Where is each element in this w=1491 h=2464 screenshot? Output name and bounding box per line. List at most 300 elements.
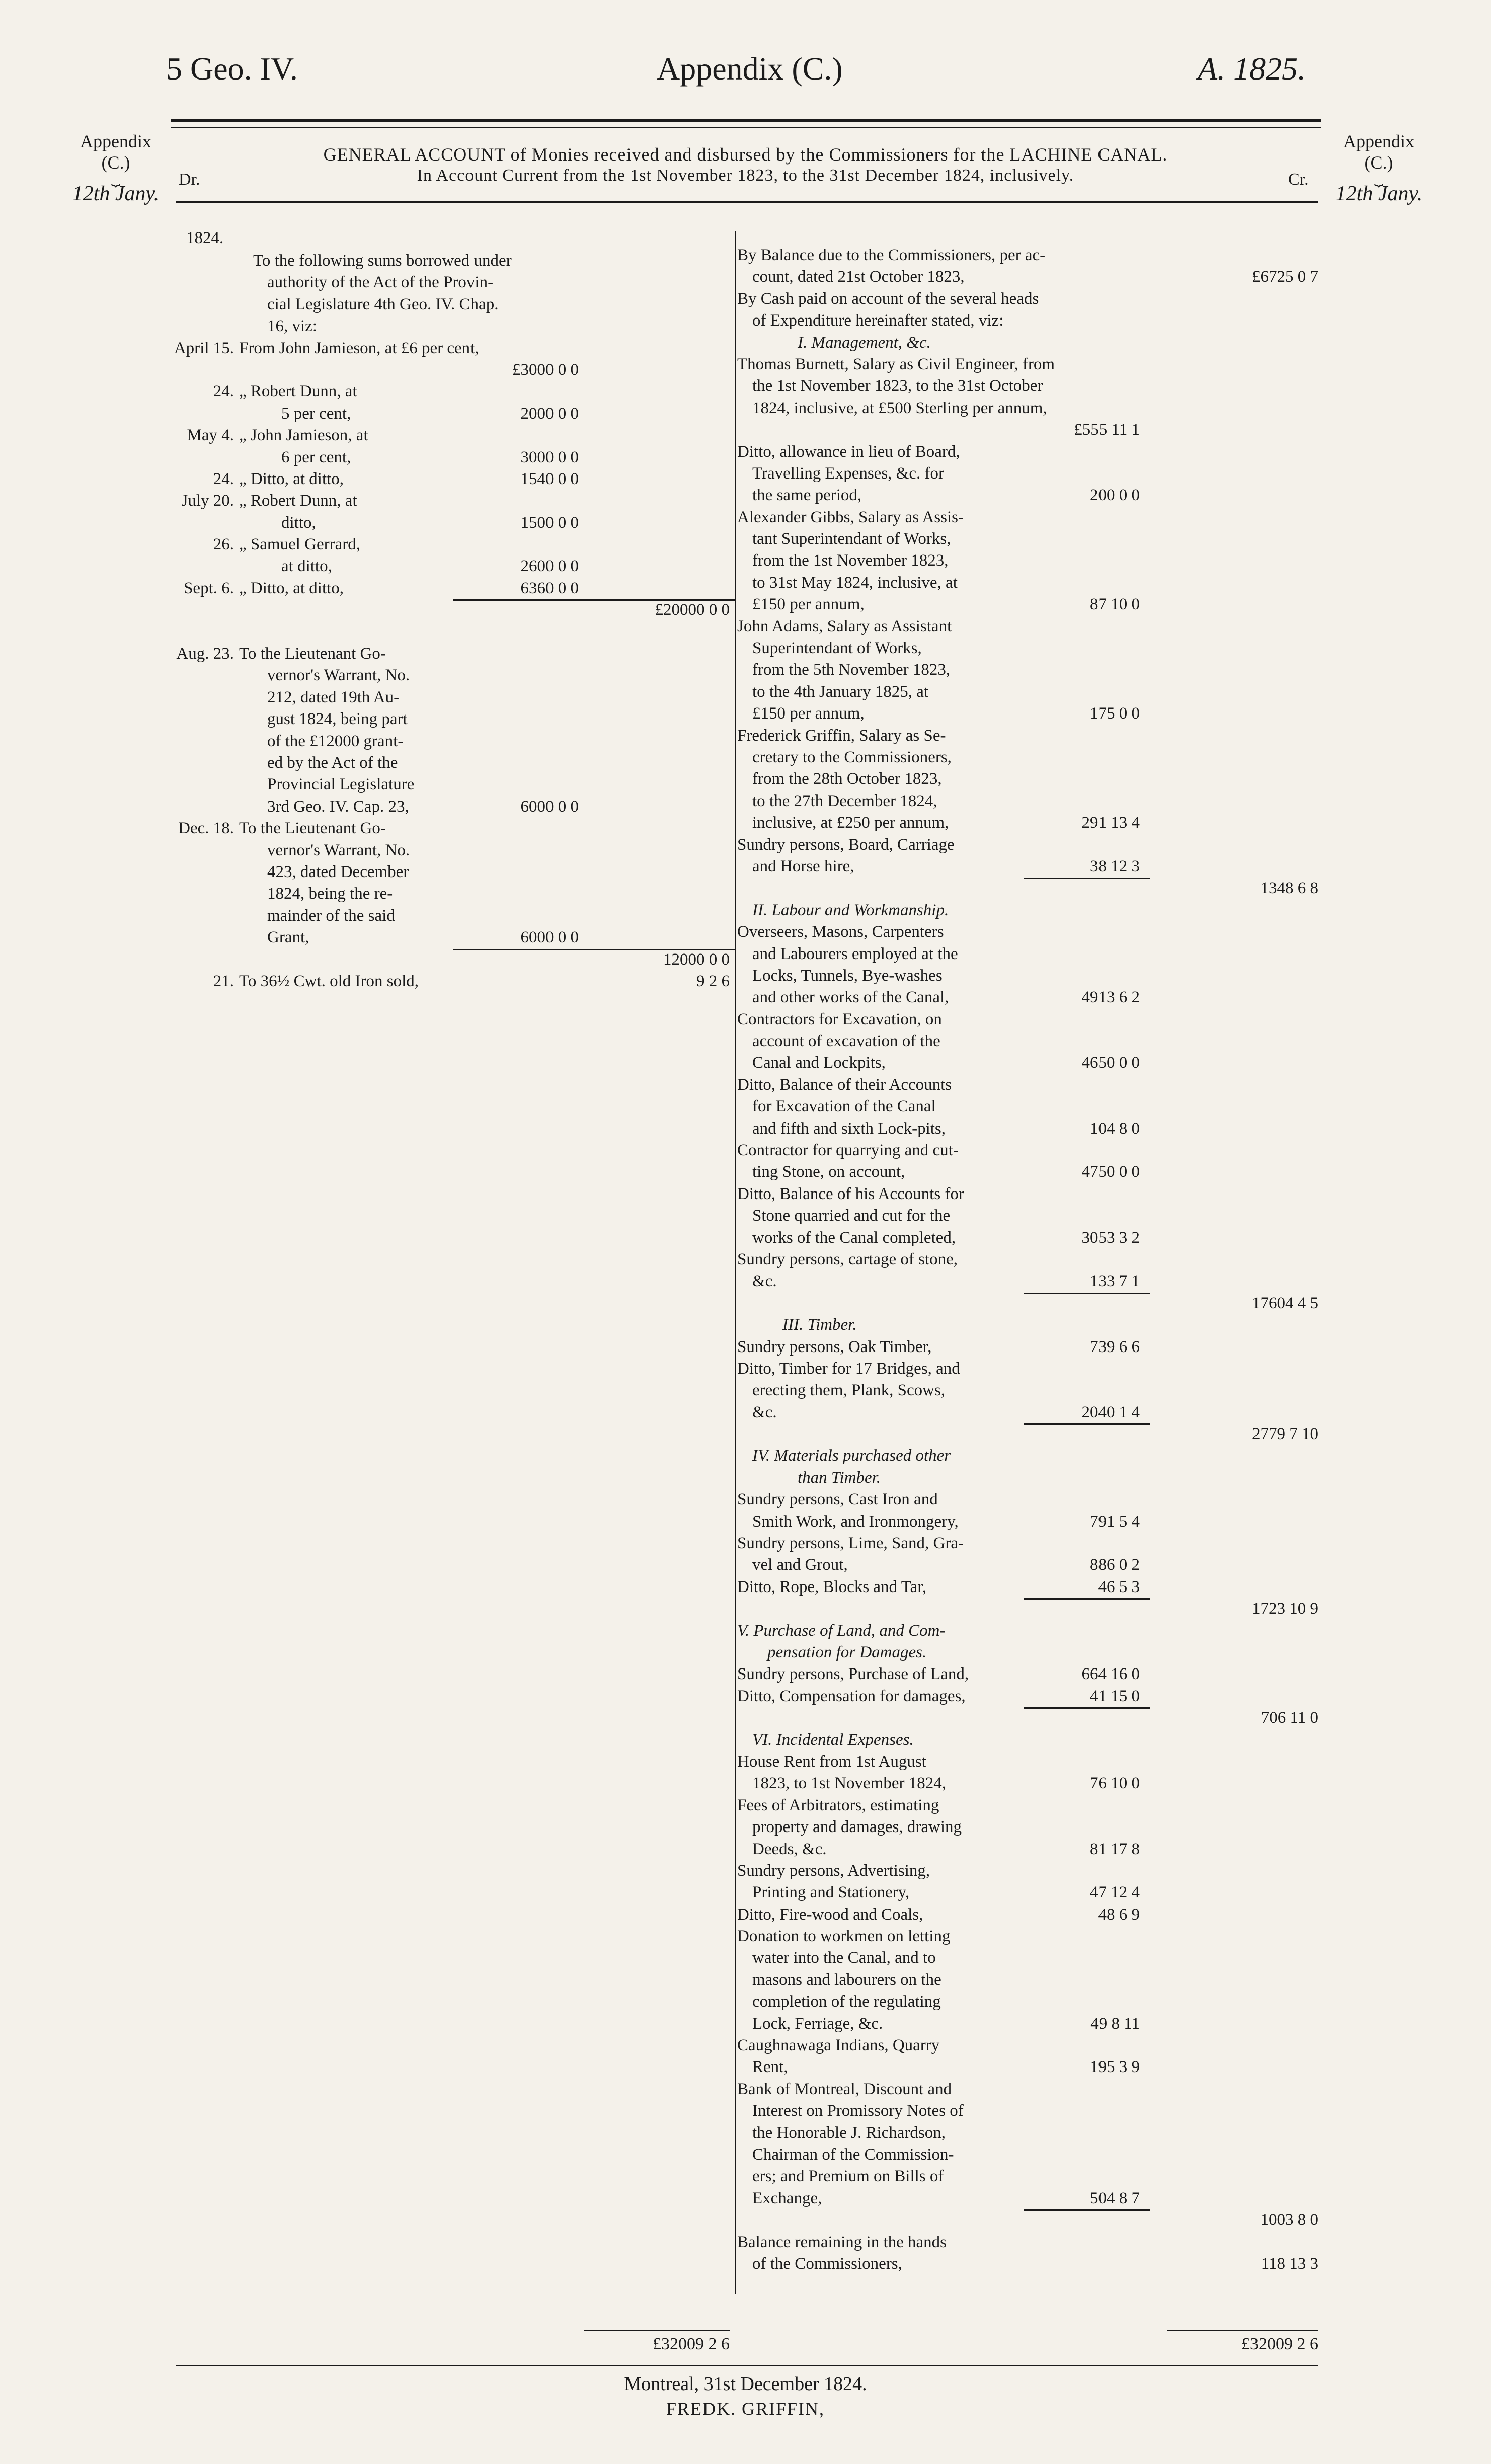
debit-text: 5 per cent, [281,404,351,423]
credit-line [737,310,1318,332]
debit-text: vernor's Warrant, No. [267,666,410,685]
credit-text: and Labourers employed at the [752,944,958,963]
debit-date: May 4. [187,426,234,445]
debit-line [166,927,730,948]
credit-subtotal-rule [1024,2209,1150,2211]
credit-line [737,1336,1318,1358]
debit-text: mainder of the said [267,906,395,925]
debit-text: „ Robert Dunn, at [239,382,357,401]
debit-year: 1824. [186,229,224,247]
credit-item-amount: 81 17 8 [1090,1840,1140,1858]
credit-text: Contractors for Excavation, on [737,1010,942,1028]
credit-subtotal-rule [1024,878,1150,879]
credit-line [737,987,1318,1008]
debit-line [166,359,730,381]
credit-line [737,2253,1318,2275]
credit-line [737,463,1318,485]
credit-text: masons and labourers on the [752,1970,941,1989]
debit-amount: 1540 0 0 [520,469,579,488]
credit-text: the 1st November 1823, to the 31st October [752,377,1043,395]
header-left: 5 Geo. IV. [166,51,298,87]
credit-text: Contractor for quarrying and cut- [737,1141,959,1160]
credit-line [737,878,1318,899]
debit-text: 423, dated December [267,862,409,881]
debit-line [166,490,730,512]
credit-line [737,1183,1318,1205]
account-title: GENERAL ACCOUNT of Monies received and disbursed by the Commissioners for the LACHINE CANAL. [323,144,1168,165]
debit-text: ditto, [281,513,316,532]
credit-text: Sundry persons, Oak Timber, [737,1337,932,1356]
debit-amount: 2600 0 0 [520,557,579,576]
credit-extended-amount: 1003 8 0 [1260,2211,1318,2230]
credit-line [737,1270,1318,1292]
credit-text: account of excavation of the [752,1032,940,1051]
credit-item-amount: 504 8 7 [1090,2189,1140,2207]
credit-line [737,419,1318,441]
credit-item-amount: 791 5 4 [1090,1512,1140,1531]
debit-text: 3rd Geo. IV. Cap. 23, [267,797,409,816]
debit-text: To the Lieutenant Go- [239,645,386,663]
credit-text: 1824, inclusive, at £500 Sterling per annum, [752,399,1047,417]
credit-line [737,1227,1318,1249]
credit-line [737,1686,1318,1707]
debit-amount: 6000 0 0 [520,928,579,947]
credit-line [737,1511,1318,1533]
credit-line [737,659,1318,681]
debit-extended-amount: 12000 0 0 [663,950,730,969]
debit-amount: 1500 0 0 [520,513,579,532]
credit-line [737,2079,1318,2100]
debit-text: „ Robert Dunn, at [239,492,357,510]
credit-line [737,1096,1318,1118]
credit-line [737,1554,1318,1576]
credit-line [737,1839,1318,1860]
credit-line [737,1969,1318,1991]
debit-text: To the Lieutenant Go- [239,819,386,838]
credit-subtotal-rule [1024,1293,1150,1294]
credit-line [737,1489,1318,1511]
debit-line [166,599,730,621]
credit-item-amount: 38 12 3 [1090,857,1140,876]
credit-heading-text: IV. Materials purchased other [752,1447,951,1465]
credit-text: ers; and Premium on Bills of [752,2167,944,2186]
credit-line [737,768,1318,790]
debit-line [166,578,730,599]
credit-line [737,1052,1318,1074]
credit-item-amount: 76 10 0 [1090,1774,1140,1793]
credit-text: and other works of the Canal, [752,988,949,1007]
credit-total: £32009 2 6 [1241,2335,1318,2353]
debit-line [166,949,730,971]
credit-section-heading [737,332,1318,354]
debit-line [166,272,730,293]
credit-line [737,1991,1318,2013]
credit-line [737,2188,1318,2209]
credit-line [737,1707,1318,1729]
credit-text: By Balance due to the Commissioners, per ac- [737,246,1046,264]
side-label-left-brace: ⏟ [111,170,120,186]
credit-line [737,1773,1318,1794]
credit-line [737,398,1318,419]
credit-item-amount: 47 12 4 [1090,1883,1140,1902]
debit-text: of the £12000 grant- [267,732,404,750]
credit-text: and fifth and sixth Lock-pits, [752,1119,946,1138]
credit-text: John Adams, Salary as Assistant [737,617,952,635]
credit-section-heading [737,1642,1318,1663]
credit-line [737,354,1318,375]
credit-line [737,1795,1318,1816]
credit-item-amount: 2040 1 4 [1081,1403,1140,1421]
credit-line [737,1860,1318,1882]
debit-text: 1824, being the re- [267,885,393,903]
column-divider [735,231,736,2294]
credit-heading-text: II. Labour and Workmanship. [752,901,949,919]
credit-line [737,856,1318,878]
credit-text: for Excavation of the Canal [752,1097,936,1116]
debit-text: To the following sums borrowed under [253,252,512,270]
credit-line [737,594,1318,615]
debit-line [166,708,730,730]
debit-extended-amount: £20000 0 0 [655,601,730,619]
debit-date: 24. [213,469,234,488]
footer-signature: FREDK. GRIFFIN, [666,2399,825,2419]
credit-line [737,2144,1318,2166]
debit-line [166,555,730,577]
debit-line [166,883,730,905]
debit-amount: £3000 0 0 [512,360,579,379]
credit-text: of the Commissioners, [752,2254,902,2273]
debit-line [166,861,730,883]
credit-line [737,725,1318,747]
credit-text: from the 28th October 1823, [752,770,942,788]
debit-date: 24. [213,382,234,401]
credit-subtotal-rule [1024,1707,1150,1709]
credit-line [737,2209,1318,2231]
credit-text: Ditto, allowance in lieu of Board, [737,442,960,461]
credit-heading-text: VI. Incidental Expenses. [752,1730,914,1749]
credit-text: to 31st May 1824, inclusive, at [752,573,958,592]
debit-text: gust 1824, being part [267,710,408,729]
credit-text: and Horse hire, [752,857,854,876]
credit-extended-amount: 706 11 0 [1261,1709,1318,1727]
credit-text: vel and Grout, [752,1556,848,1574]
debit-line [166,250,730,272]
debit-text: Provincial Legislature [267,775,415,794]
debit-line [166,403,730,425]
header-rule-thick [171,119,1321,122]
credit-line [737,507,1318,528]
credit-text: &c. [752,1403,777,1421]
credit-section-heading [737,1467,1318,1489]
credit-line [737,790,1318,812]
credit-line [737,943,1318,965]
credit-text: water into the Canal, and to [752,1949,936,1967]
credit-text: from the 1st November 1823, [752,551,949,570]
debit-column [166,250,730,992]
credit-text: count, dated 21st October 1823, [752,268,965,286]
credit-text: property and damages, drawing [752,1818,962,1837]
debit-line [166,840,730,861]
debit-text: at ditto, [281,557,332,576]
credit-text: of Expenditure hereinafter stated, viz: [752,311,1004,330]
credit-text: Ditto, Compensation for damages, [737,1687,966,1705]
debit-amount: 6000 0 0 [520,797,579,816]
credit-text: Superintendant of Works, [752,639,922,658]
debit-text: cial Legislature 4th Geo. IV. Chap. [267,295,499,313]
credit-text: tant Superintendant of Works, [752,530,951,548]
credit-line [737,1205,1318,1227]
credit-text: Sundry persons, Advertising, [737,1861,930,1880]
credit-section-heading [737,900,1318,921]
debit-amount: 2000 0 0 [520,404,579,423]
side-label-right-letter: (C.) [1364,152,1393,173]
credit-line [737,266,1318,288]
credit-item-amount: 195 3 9 [1090,2058,1140,2077]
credit-text: Sundry persons, Lime, Sand, Gra- [737,1534,964,1553]
credit-line [737,965,1318,987]
credit-line [737,375,1318,397]
debit-extended-amount: 9 2 6 [696,972,730,990]
credit-line [737,1030,1318,1052]
debit-line [166,468,730,490]
debit-total-rule [584,2330,730,2331]
credit-text: £150 per annum, [752,704,865,723]
credit-text: cretary to the Commissioners, [752,748,952,766]
debit-line [166,621,730,643]
credit-text: Sundry persons, Purchase of Land, [737,1665,969,1684]
credit-text: Travelling Expenses, &c. for [752,464,944,483]
credit-line [737,1816,1318,1838]
credit-item-amount: 41 15 0 [1090,1687,1140,1705]
credit-line [737,485,1318,506]
credit-line [737,441,1318,463]
side-label-left-appendix: Appendix [80,131,151,151]
credit-line [737,2122,1318,2144]
credit-text: Donation to workmen on letting [737,1927,951,1946]
debit-date: Sept. 6. [184,579,234,597]
credit-text: Canal and Lockpits, [752,1054,886,1072]
side-label-left-letter: (C.) [101,152,130,173]
credit-item-amount: 87 10 0 [1090,595,1140,614]
credit-label: Cr. [1288,170,1309,189]
credit-section-heading [737,1620,1318,1642]
credit-heading-text: V. Purchase of Land, and Com- [737,1621,946,1640]
credit-text: to the 27th December 1824, [752,791,937,810]
credit-line [737,1533,1318,1554]
debit-text: „ Samuel Gerrard, [239,535,360,554]
credit-text: from the 5th November 1823, [752,661,951,679]
credit-line [737,616,1318,638]
credit-item-amount: 175 0 0 [1090,704,1140,723]
credit-line [737,2100,1318,2122]
credit-text: Stone quarried and cut for the [752,1207,951,1225]
credit-line [737,1358,1318,1380]
credit-line [737,528,1318,550]
credit-item-amount: 48 6 9 [1098,1905,1140,1924]
credit-line [737,1904,1318,1926]
credit-text: 1823, to 1st November 1824, [752,1774,946,1793]
debit-date: 26. [213,535,234,554]
credit-section-heading [737,1314,1318,1336]
debit-date: Dec. 18. [178,819,234,838]
header-rule-thin [171,127,1321,128]
credit-text: Ditto, Timber for 17 Bridges, and [737,1359,960,1378]
debit-line [166,425,730,446]
credit-line [737,550,1318,572]
debit-text: 6 per cent, [281,448,351,466]
debit-line [166,971,730,992]
credit-item-amount: 49 8 11 [1090,2014,1140,2033]
debit-text: „ John Jamieson, at [239,426,368,445]
credit-section-heading [737,1729,1318,1751]
footer-place-date: Montreal, 31st December 1824. [624,2373,867,2395]
credit-extended-amount: 1723 10 9 [1252,1600,1318,1618]
credit-line [737,2056,1318,2078]
credit-column [737,245,1318,2275]
credit-item-amount: 200 0 0 [1090,486,1140,505]
credit-text: Rent, [752,2058,788,2077]
debit-line [166,512,730,534]
credit-line [737,747,1318,768]
credit-text: the Honorable J. Richardson, [752,2123,946,2142]
credit-item-amount: 664 16 0 [1081,1665,1140,1684]
credit-text: Chairman of the Commission- [752,2145,954,2164]
credit-item-amount: 4650 0 0 [1081,1054,1140,1072]
credit-line [737,1161,1318,1183]
credit-text: Ditto, Rope, Blocks and Tar, [737,1577,927,1596]
credit-text: Sundry persons, Cast Iron and [737,1490,938,1509]
credit-line [737,1118,1318,1140]
credit-extended-amount: 1348 6 8 [1260,879,1318,898]
debit-line [166,796,730,818]
debit-date: Aug. 23. [176,645,234,663]
credit-extended-amount: 2779 7 10 [1252,1425,1318,1444]
credit-line [737,2166,1318,2187]
credit-line [737,703,1318,725]
credit-extended-amount: 17604 4 5 [1252,1294,1318,1312]
header-center: Appendix (C.) [657,51,843,87]
debit-line [166,752,730,774]
debit-text: „ Ditto, at ditto, [239,469,344,488]
credit-text: completion of the regulating [752,1993,941,2011]
credit-item-amount: 886 0 2 [1090,1556,1140,1574]
credit-line [737,834,1318,856]
credit-text: Sundry persons, cartage of stone, [737,1250,958,1268]
credit-text: Locks, Tunnels, Bye-washes [752,966,943,985]
credit-text: Thomas Burnett, Salary as Civil Engineer, from [737,355,1055,373]
debit-total: £32009 2 6 [653,2335,730,2353]
side-label-left-date: 12th Jany. [72,182,160,205]
debit-text: From John Jamieson, at £6 per cent, [239,339,479,357]
debit-line [166,905,730,927]
credit-item-amount: 4913 6 2 [1081,988,1140,1007]
credit-item-amount: £555 11 1 [1074,421,1140,439]
credit-text: Sundry persons, Board, Carriage [737,835,955,854]
credit-line [737,2013,1318,2035]
debit-line [166,818,730,839]
credit-line [737,638,1318,659]
credit-line [737,1140,1318,1161]
credit-item-amount: 46 5 3 [1098,1577,1140,1596]
debit-text: ed by the Act of the [267,753,398,772]
credit-line [737,1293,1318,1314]
credit-line [737,681,1318,703]
debit-label: Dr. [179,170,200,189]
credit-line [737,245,1318,266]
debit-date: July 20. [181,492,234,510]
credit-text: Ditto, Balance of his Accounts for [737,1184,964,1203]
credit-heading-text: than Timber. [798,1468,881,1487]
credit-line [737,1380,1318,1401]
account-subtitle: In Account Current from the 1st November 1823, to the 31st December 1824, inclusively. [417,166,1074,185]
credit-extended-amount: £6725 0 7 [1252,268,1318,286]
credit-line [737,1926,1318,1947]
side-label-right-appendix: Appendix [1343,131,1415,151]
credit-text: works of the Canal completed, [752,1228,956,1247]
credit-text: Interest on Promissory Notes of [752,2102,964,2120]
credit-line [737,2232,1318,2253]
debit-line [166,381,730,403]
credit-line [737,2035,1318,2056]
credit-text: Bank of Montreal, Discount and [737,2080,952,2098]
credit-line [737,1074,1318,1096]
debit-date: April 15. [174,339,234,357]
debit-line [166,665,730,686]
credit-line [737,1009,1318,1030]
credit-text: &c. [752,1272,777,1291]
debit-line [166,687,730,708]
credit-item-amount: 3053 3 2 [1081,1228,1140,1247]
credit-text: £150 per annum, [752,595,865,614]
credit-line [737,812,1318,834]
debit-line [166,315,730,337]
debit-text: „ Ditto, at ditto, [239,579,344,597]
credit-text: Alexander Gibbs, Salary as Assis- [737,508,964,526]
credit-line [737,1249,1318,1270]
credit-text: Frederick Griffin, Salary as Se- [737,726,946,745]
credit-item-amount: 4750 0 0 [1081,1163,1140,1181]
credit-text: to the 4th January 1825, at [752,682,929,701]
credit-line [737,1423,1318,1445]
credit-text: erecting them, Plank, Scows, [752,1381,946,1400]
side-label-right-date: 12th Jany. [1335,182,1423,205]
credit-line [737,1576,1318,1598]
debit-amount: 6360 0 0 [520,579,579,597]
credit-line [737,1402,1318,1423]
credit-extended-amount: 118 13 3 [1261,2254,1318,2273]
debit-line [166,731,730,752]
title-rule [176,201,1318,203]
credit-section-heading [737,1445,1318,1467]
debit-line [166,534,730,555]
debit-text: To 36½ Cwt. old Iron sold, [239,972,419,990]
credit-total-rule [1167,2330,1318,2331]
credit-item-amount: 133 7 1 [1090,1272,1140,1291]
debit-text: 16, viz: [267,317,317,336]
credit-text: By Cash paid on account of the several heads [737,289,1039,308]
debit-line [166,774,730,796]
credit-heading-text: pensation for Damages. [767,1643,927,1661]
credit-text: House Rent from 1st August [737,1752,926,1771]
credit-text: the same period, [752,486,862,505]
credit-item-amount: 291 13 4 [1081,814,1140,832]
credit-subtotal-rule [1024,1598,1150,1600]
debit-date: 21. [213,972,234,990]
credit-heading-text: I. Management, &c. [798,333,931,352]
credit-item-amount: 739 6 6 [1090,1337,1140,1356]
credit-line [737,1663,1318,1685]
debit-line [166,643,730,665]
